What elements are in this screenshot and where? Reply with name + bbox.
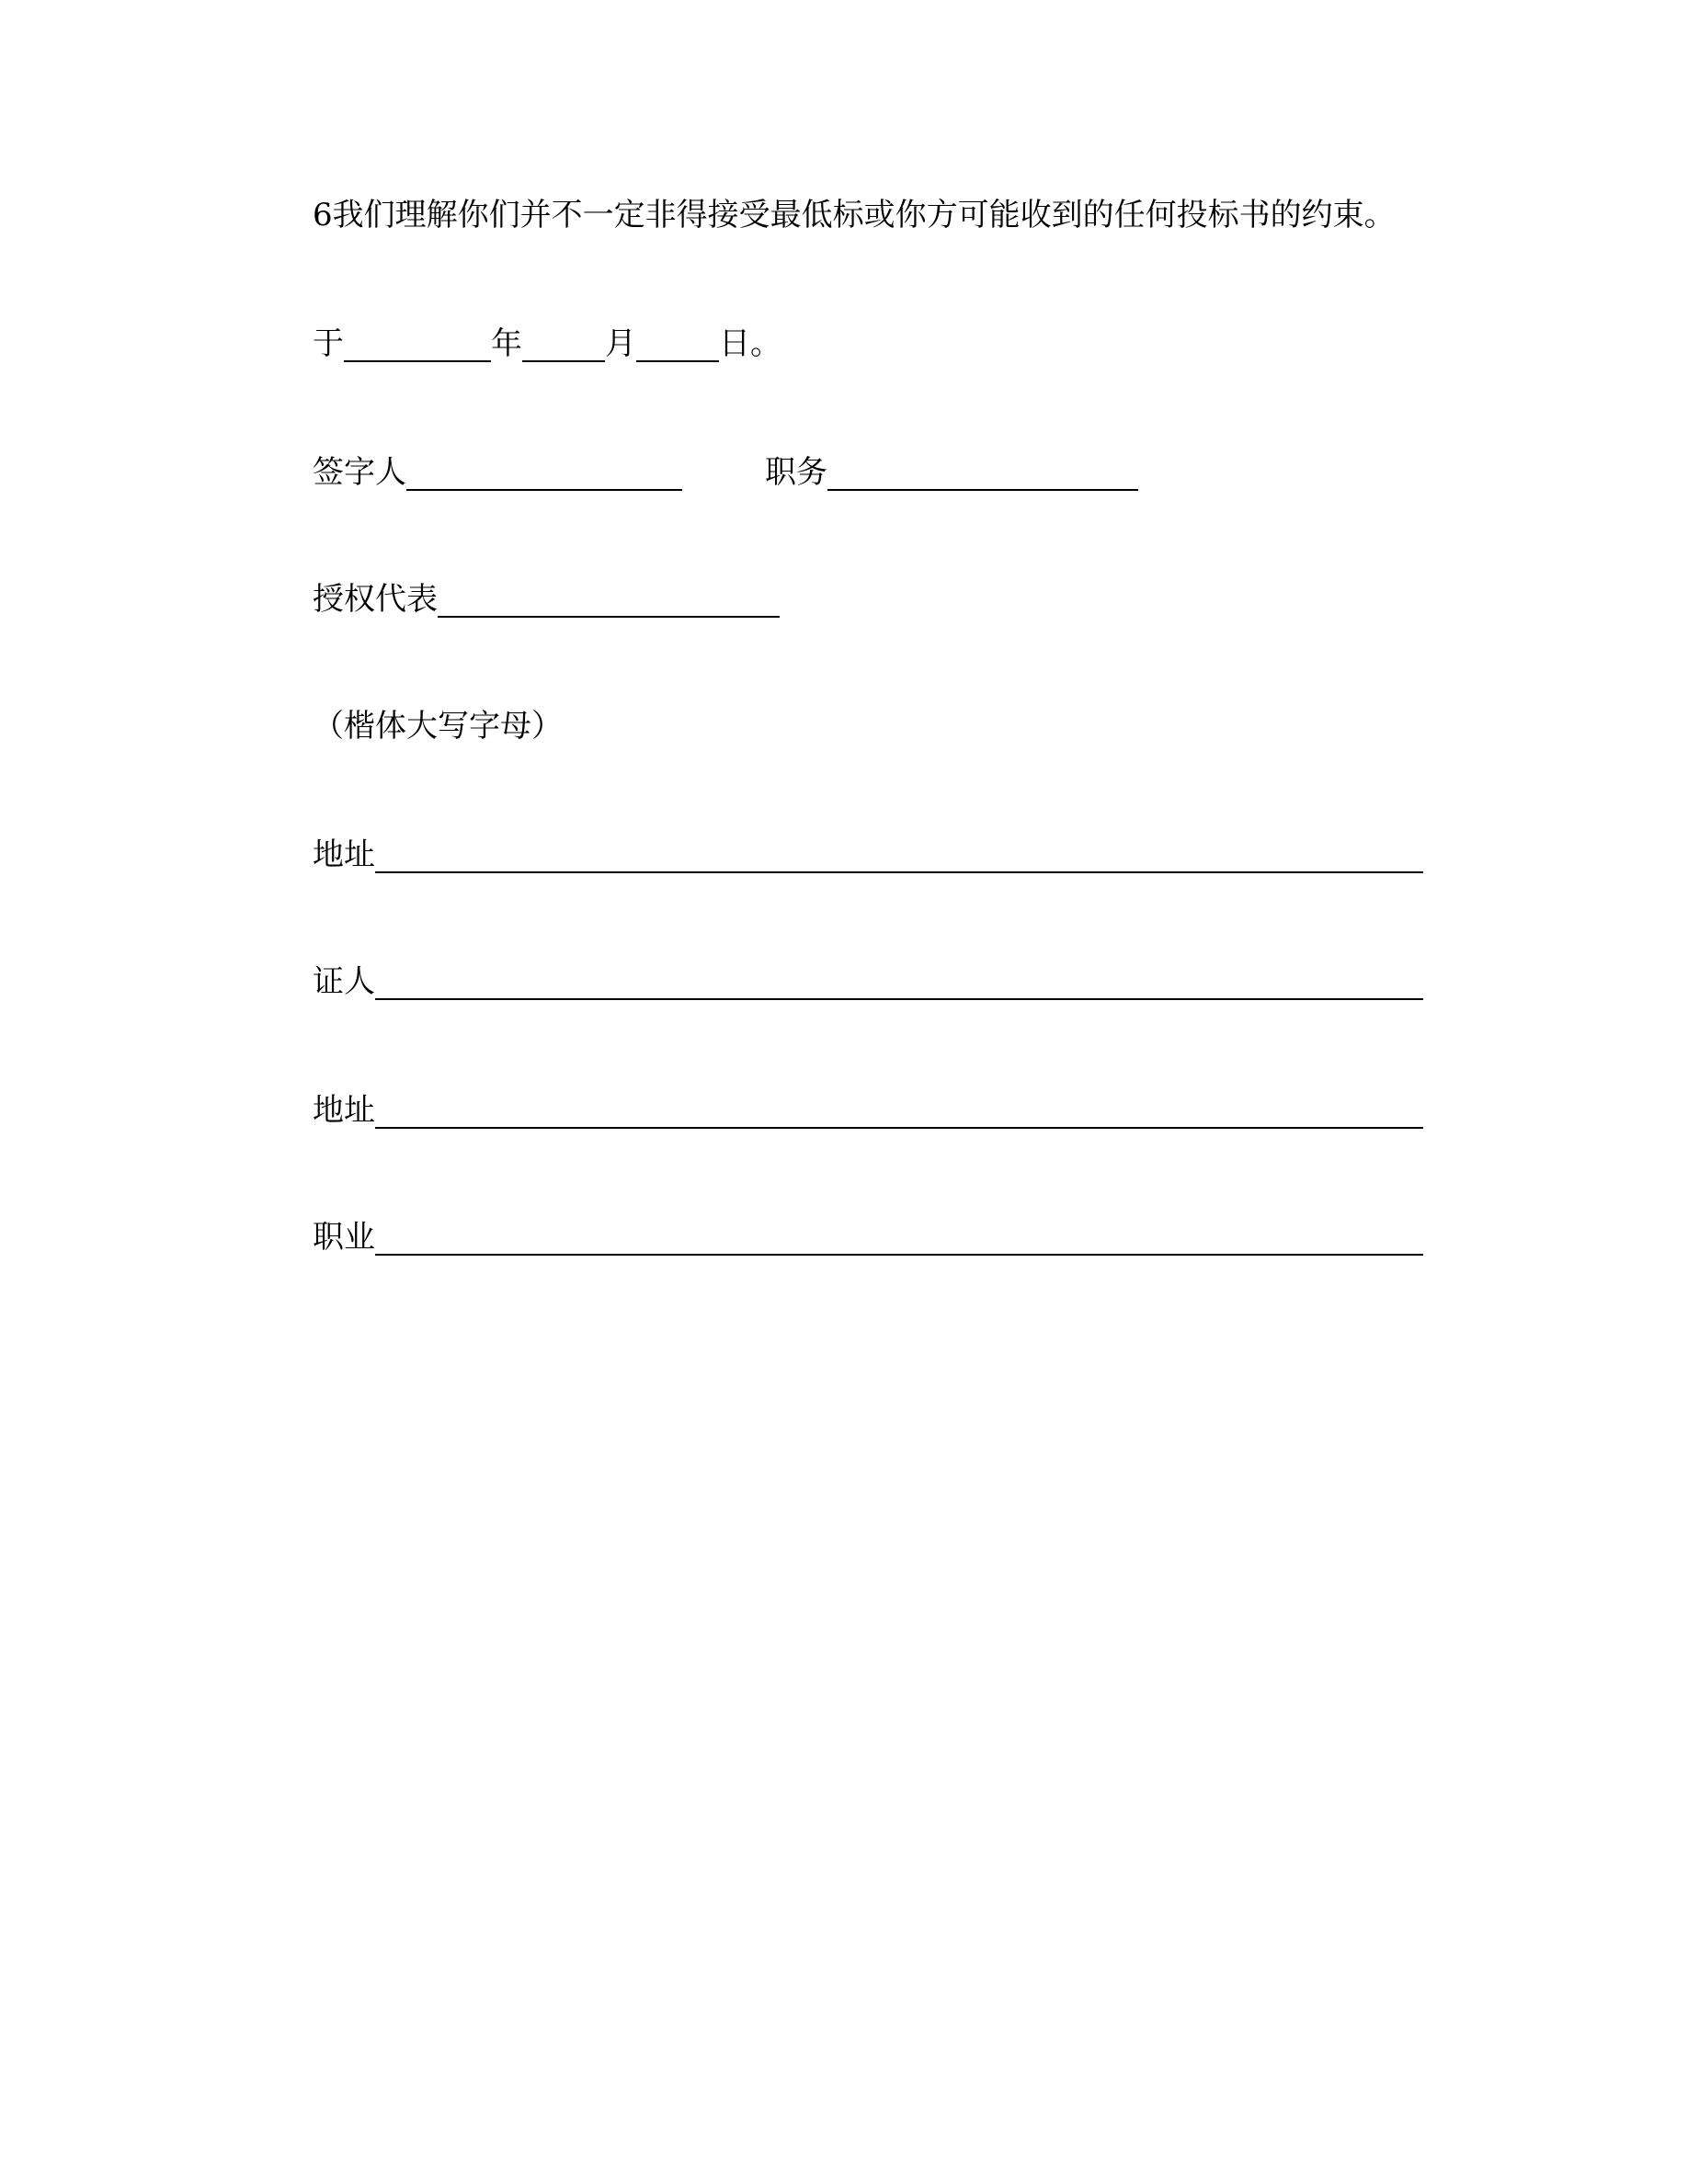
paragraph-6: 6我们理解你们并不一定非得接受最低标或你方可能收到的任何投标书的约束。 [313,197,1396,233]
day-label: 日。 [719,325,781,362]
signer-line [313,454,1138,491]
year-label: 年 [491,325,522,362]
witness-line [313,963,1423,1000]
occupation-blank [375,1221,1423,1256]
address-label-1: 地址 [313,836,375,873]
witness-blank [375,965,1423,1000]
date-line [313,325,781,362]
month-label: 月 [605,325,636,362]
signer-label: 签字人 [313,454,406,491]
year-blank [344,327,491,362]
address-label-2: 地址 [313,1092,375,1129]
block-letters-note: （楷体大写字母） [313,708,563,745]
authorized-rep-blank [438,583,780,618]
authorized-rep-line [313,581,780,618]
signer-blank [406,456,682,491]
occupation-label: 职业 [313,1219,375,1256]
address-blank-1 [375,838,1423,873]
position-blank [827,456,1138,491]
authorized-rep-label: 授权代表 [313,581,438,618]
address-blank-2 [375,1094,1423,1129]
date-prefix: 于 [313,325,344,362]
month-blank [522,327,605,362]
position-label: 职务 [765,454,827,491]
occupation-line [313,1219,1423,1256]
witness-label: 证人 [313,963,375,1000]
address-line-2 [313,1092,1423,1129]
address-line-1 [313,836,1423,873]
day-blank [636,327,719,362]
